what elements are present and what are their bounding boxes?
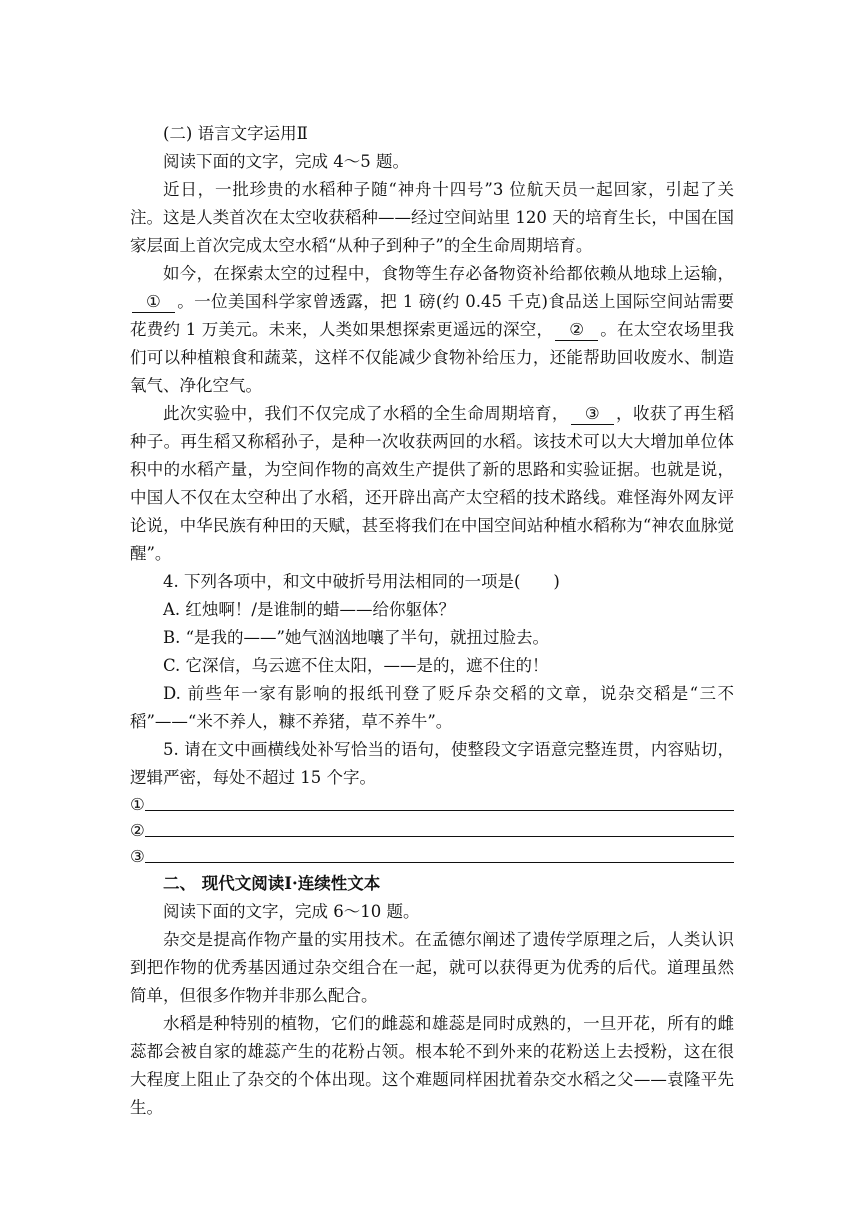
paragraph-3-part-c: ，收获了再生稻种子。再生稻又称稻孙子，是种一次收获两回的水稻。该技术可以大大增加单位体积中的水稻产量，为空间作物的高效生产提供了新的思路和实验证据。也就是说，中国人不仅在太空种出了水稻，还开辟出高产太空稻的技术路线。难怪海外网友评论说，中华民族有种田的天赋，甚至将我们在中国空间站种植水稻称为“神农血脉觉醒”。 — [130, 404, 735, 563]
answer-number-2: ② — [130, 821, 145, 840]
question-4-option-c: C. 它深信，乌云遮不住太阳，——是的，遮不住的！ — [163, 656, 549, 675]
answer-line-2[interactable] — [130, 818, 734, 844]
paragraph-5: 水稻是种特别的植物，它们的雌蕊和雄蕊是同时成熟的，一旦开花，所有的雌蕊都会被自家的雄蕊产生的花粉占领。根本轮不到外来的花粉送上去授粉，这在很大程度上阻止了杂交的个体出现。这个难题同样困扰着杂交水稻之父——袁隆平先生。 — [130, 1014, 734, 1117]
blank-1: ① — [132, 292, 175, 313]
question-4-option-d: D. 前些年一家有影响的报纸刊登了贬斥杂交稻的文章，说杂交稻是“三不稻”——“米不养人，糠不养猪，草不养牛”。 — [130, 684, 734, 731]
answer-rule-1 — [145, 809, 734, 811]
document-page — [130, 120, 734, 1122]
answer-number-3: ③ — [130, 847, 145, 866]
question-4-option-a: A. 红烛啊！/是谁制的蜡——给你躯体？ — [163, 600, 455, 619]
answer-rule-2 — [145, 835, 734, 837]
paragraph-2 — [130, 260, 734, 400]
section-2-title: 二、 现代文阅读Ⅰ·连续性文本 — [163, 874, 381, 893]
blank-2: ② — [555, 320, 598, 341]
paragraph-1: 近日，一批珍贵的水稻种子随“神舟十四号”3 位航天员一起回家，引起了关注。这是人类首次在太空收获稻种——经过空间站里 120 天的培育生长，中国在国家层面上首次完成太空水稻“从种子到种子”的全生命周期培育。 — [130, 180, 734, 255]
answer-line-3[interactable] — [130, 844, 734, 870]
instruction-1: 阅读下面的文字，完成 4～5 题。 — [163, 152, 409, 171]
paragraph-2-part-a: 如今，在探索太空的过程中，食物等生存必备物资补给都依赖从地球上运输， — [163, 264, 734, 283]
answer-rule-3 — [145, 861, 734, 863]
paragraph-2-part-d: 。在太空农场里我们可以种植粮食和蔬菜，这样不仅能减少食物补给压力，还能帮助回收废水、制造氧气、净化空气。 — [130, 320, 734, 395]
answer-line-1[interactable] — [130, 792, 734, 818]
section-subheading: (二) 语言文字运用Ⅱ — [163, 124, 308, 143]
paragraph-3-part-a: 此次实验中，我们不仅完成了水稻的全生命周期培育， — [163, 404, 569, 423]
paragraph-2-part-c: 。一位美国科学家曾透露，把 1 磅(约 0.45 千克)食品送上国际空间站需要花费约 1 万美元。未来，人类如果想探索更遥远的深空， — [130, 292, 734, 339]
paragraph-4: 杂交是提高作物产量的实用技术。在孟德尔阐述了遗传学原理之后，人类认识到把作物的优秀基因通过杂交组合在一起，就可以获得更为优秀的后代。道理虽然简单，但很多作物并非那么配合。 — [130, 930, 734, 1005]
instruction-2: 阅读下面的文字，完成 6～10 题。 — [163, 902, 420, 921]
question-5-stem: 5. 请在文中画横线处补写恰当的语句，使整段文字语意完整连贯，内容贴切，逻辑严密，每处不超过 15 个字。 — [130, 740, 734, 787]
answer-number-1: ① — [130, 795, 145, 814]
blank-3: ③ — [571, 404, 614, 425]
paragraph-3 — [130, 400, 734, 568]
question-4-stem: 4. 下列各项中，和文中破折号用法相同的一项是( ) — [163, 572, 560, 591]
question-4-option-b: B. “是我的——”她气汹汹地嚷了半句，就扭过脸去。 — [163, 628, 549, 647]
